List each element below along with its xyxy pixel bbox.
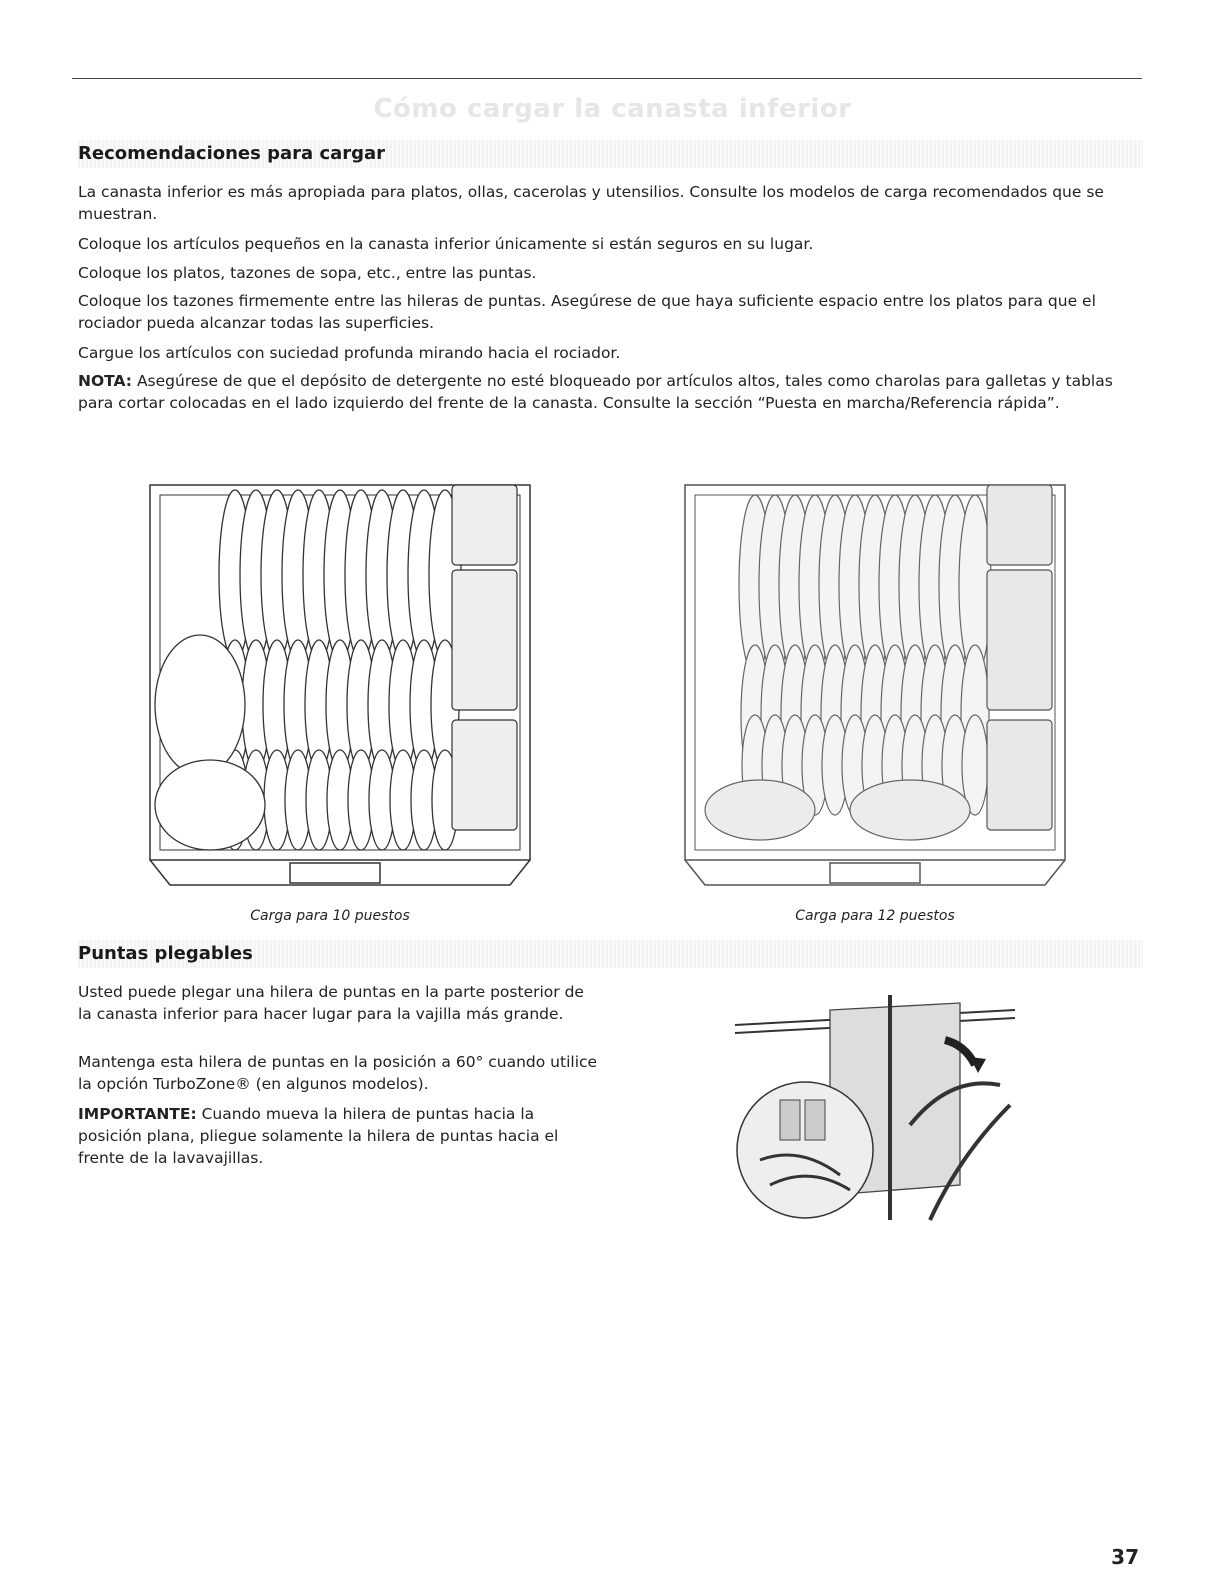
- paragraph-soiled: Cargue los artículos con suciedad profunda mirando hacia el rociador.: [78, 344, 621, 362]
- caption-12-place: Carga para 12 puestos: [795, 908, 955, 924]
- caption-10-place: Carga para 10 puestos: [250, 908, 410, 924]
- important-label: IMPORTANTE:: [78, 1105, 197, 1123]
- note-label: NOTA:: [78, 372, 133, 390]
- paragraph-small-items: Coloque los artículos pequeños en la canasta inferior únicamente si están seguros en su lugar.: [78, 235, 814, 253]
- paragraph-plates: Coloque los platos, tazones de sopa, etc., entre las puntas.: [78, 264, 537, 282]
- folding-tines-illustration: [730, 985, 1020, 1225]
- paragraph-turbozone: Mantenga esta hilera de puntas en la posición a 60° cuando utilice la opción TurboZone® (en algunos modelos).: [78, 1053, 598, 1093]
- important-text: Cuando mueva la hilera de puntas hacia la posición plana, pliegue solamente la hilera de puntas hacia el frente de la lavavajillas.: [78, 1105, 559, 1167]
- paragraph-intro: La canasta inferior es más apropiada para platos, ollas, cacerolas y utensilios. Consulte los modelos de carga recomendados que se muestran.: [78, 183, 1104, 223]
- important-paragraph: [78, 1103, 598, 1169]
- rack-10-place-illustration: [140, 465, 540, 890]
- paragraph-fold-row: Usted puede plegar una hilera de puntas en la parte posterior de la canasta inferior para hacer lugar para la vajilla más grande.: [78, 983, 584, 1023]
- rack-12-place-illustration: [675, 465, 1075, 890]
- page-number: 37: [1111, 1545, 1139, 1569]
- paragraph-bowls: Coloque los tazones firmemente entre las hileras de puntas. Asegúrese de que haya suficiente espacio entre los platos para que el rociador pueda alcanzar todas las superficies.: [78, 292, 1096, 332]
- note-paragraph: [78, 370, 1138, 414]
- section-heading-folding-tines: Puntas plegables: [78, 943, 253, 964]
- top-rule: [72, 78, 1142, 79]
- page-title: Cómo cargar la canasta inferior: [373, 94, 852, 124]
- section-heading-loading: Recomendaciones para cargar: [78, 143, 386, 164]
- note-text: Asegúrese de que el depósito de detergente no esté bloqueado por artículos altos, tales como charolas para galletas y tablas para cortar colocadas en el lado izquierdo del frente de la canasta. Consulte la sección “Puesta en marcha/Referencia rápida”.: [78, 372, 1113, 412]
